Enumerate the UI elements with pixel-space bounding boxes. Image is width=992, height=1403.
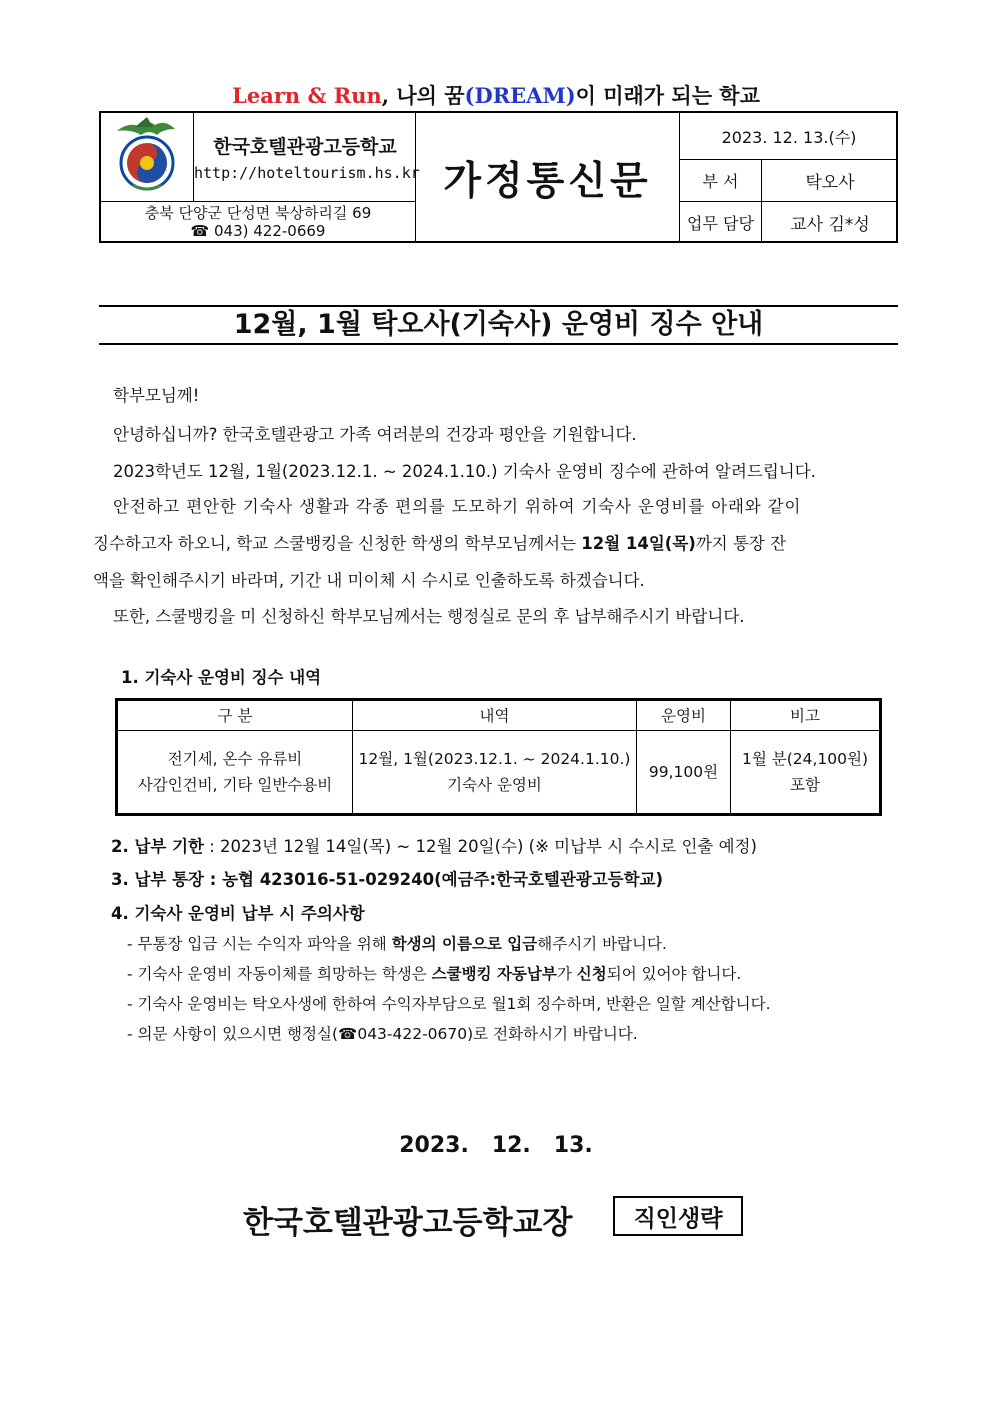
cell-text: 포함 — [790, 776, 820, 794]
letterhead-table — [99, 111, 898, 243]
phone-line: ☎ 043) 422-0669 — [190, 222, 326, 240]
cell-text: 기숙사 운영비 — [447, 776, 542, 794]
caution-item: - 의문 사항이 있으시면 행정실(☎043-422-0670)로 전화하시기 바랍니다. — [127, 1025, 638, 1043]
table-cell-category — [118, 731, 353, 813]
section-heading: 1. 기숙사 운영비 징수 내역 — [121, 668, 322, 687]
table-header: 운영비 — [637, 701, 731, 731]
caution-item — [127, 962, 741, 984]
footer-date: 2023. 12. 13. — [399, 1133, 593, 1158]
motto-learn-run: Learn & Run — [232, 83, 382, 108]
table-header: 비고 — [731, 701, 879, 731]
body-line: 액을 확인해주시기 바라며, 기간 내 미이체 시 수시로 인출하도록 하겠습니다. — [93, 571, 645, 590]
section-heading: 4. 기숙사 운영비 납부 시 주의사항 — [111, 904, 365, 923]
school-url-link[interactable]: http://hoteltourism.hs.kr — [194, 164, 420, 182]
staff-value: 교사 김*성 — [790, 215, 870, 235]
body-line: 2023학년도 12월, 1월(2023.12.1. ~ 2024.1.10.) 기숙사 운영비 징수에 관하여 알려드립니다. — [113, 462, 816, 481]
deadline-highlight: 12월 14일(목) — [581, 534, 696, 553]
school-logo — [101, 113, 194, 202]
caution-text: 되어 있어야 합니다. — [606, 965, 742, 983]
table-cell-fee: 99,100원 — [637, 731, 731, 813]
staff-label: 업무 담당 — [680, 202, 762, 243]
fee-table — [115, 698, 882, 816]
table-header: 내역 — [353, 701, 637, 731]
caution-emphasis: 신청 — [576, 965, 607, 983]
section-text: : 2023년 12월 14일(목) ~ 12월 20일(수) (※ 미납부 시 수시로 인출 예정) — [204, 837, 757, 856]
school-motto — [0, 80, 992, 110]
table-header: 구 분 — [118, 701, 353, 731]
caution-item: - 기숙사 운영비는 탁오사생에 한하여 수익자부담으로 월1회 징수하며, 반환은 일할 계산합니다. — [127, 995, 771, 1013]
motto-text-end: 이 미래가 되는 학교 — [575, 83, 760, 108]
seal-omitted-stamp: 직인생략 — [613, 1196, 743, 1236]
body-line: 또한, 스쿨뱅킹을 미 신청하신 학부모님께서는 행정실로 문의 후 납부해주시기 바랍니다. — [113, 607, 745, 626]
body-text: 징수하고자 하오니, 학교 스쿨뱅킹을 신청한 학생의 학부모님께서는 — [93, 534, 582, 553]
school-info — [194, 113, 420, 202]
body-text: 까지 통장 잔 — [695, 534, 787, 553]
school-emblem-icon — [107, 117, 187, 197]
address-line: 충북 단양군 단성면 북상하리길 69 — [144, 204, 372, 222]
caution-text: 가 — [556, 965, 577, 983]
caution-text: - 기숙사 운영비 자동이체를 희망하는 학생은 — [127, 965, 432, 983]
cell-text: 12월, 1월(2023.12.1. ~ 2024.1.10.) — [358, 750, 631, 768]
caution-text: 해주시기 바랍니다. — [537, 935, 667, 953]
section-label: 2. 납부 기한 — [111, 837, 204, 856]
caution-item — [127, 932, 667, 954]
section-heading: 3. 납부 통장 : 농협 423016-51-029240(예금주:한국호텔관광고등학교) — [111, 870, 664, 889]
greeting: 학부모님께! — [113, 386, 200, 405]
body-line: 안전하고 편안한 기숙사 생활과 각종 편의를 도모하기 위하여 기숙사 운영비를 아래와 같이 — [113, 497, 802, 516]
table-cell-note — [731, 731, 879, 813]
cell-text: 전기세, 온수 유류비 — [167, 750, 303, 768]
page-title: 12월, 1월 탁오사(기숙사) 운영비 징수 안내 — [233, 309, 764, 340]
caution-emphasis: 학생의 이름으로 입금 — [391, 935, 538, 953]
table-cell-detail — [353, 731, 637, 813]
issue-date: 2023. 12. 13.(수) — [680, 113, 898, 160]
principal-signature: 한국호텔관광고등학교장 — [243, 1205, 573, 1241]
cell-text: 사감인건비, 기타 일반수용비 — [137, 776, 333, 794]
section-heading — [111, 833, 757, 857]
document-type: 가정통신문 — [416, 113, 680, 243]
cell-text: 1월 분(24,100원) — [741, 750, 869, 768]
body-line: 안녕하십니까? 한국호텔관광고 가족 여러분의 건강과 평안을 기원합니다. — [113, 425, 637, 444]
dept-value: 탁오사 — [762, 160, 898, 202]
caution-text: - 무통장 입금 시는 수익자 파악을 위해 — [127, 935, 392, 953]
motto-dream: (DREAM) — [464, 83, 576, 108]
school-name: 한국호텔관광고등학교 — [213, 136, 397, 158]
motto-text: , 나의 꿈 — [381, 83, 465, 108]
body-line — [93, 534, 903, 554]
caution-emphasis: 스쿨뱅킹 자동납부 — [431, 965, 557, 983]
school-address — [101, 202, 416, 243]
dept-label: 부 서 — [680, 160, 762, 202]
